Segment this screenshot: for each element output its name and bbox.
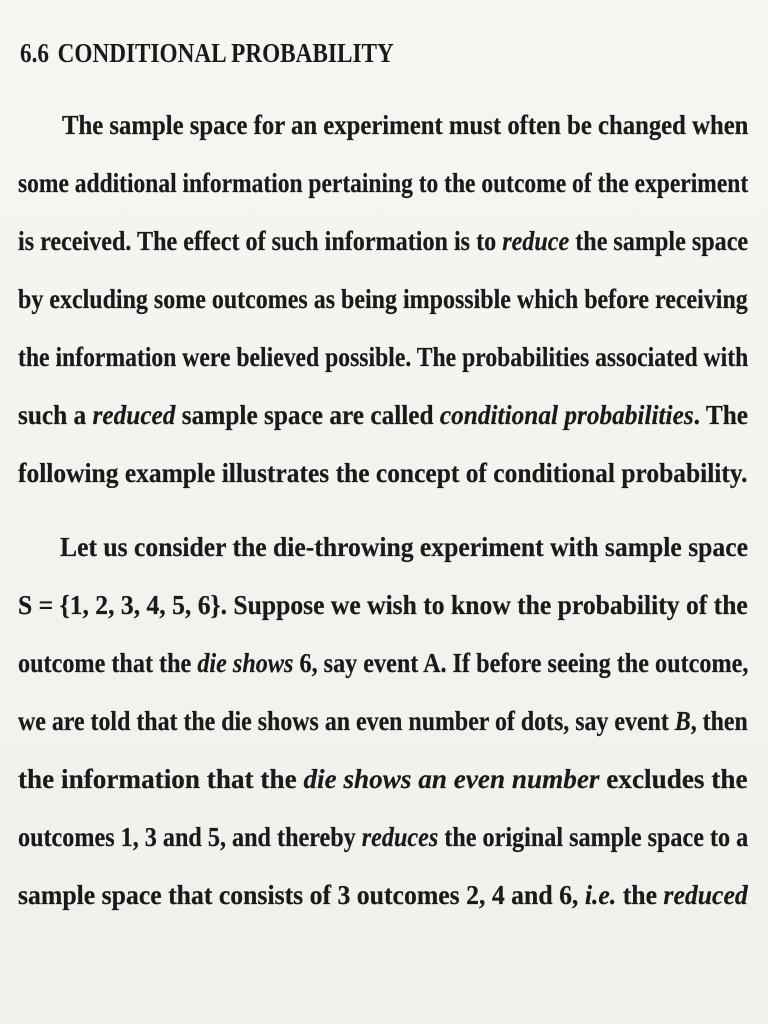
text-line (18, 284, 748, 314)
text-line (62, 110, 748, 140)
text-run: following example illustrates the concept of conditional probability. (18, 458, 748, 488)
text-line (18, 168, 748, 198)
text-run: outcomes 1, 3 and 5, and thereby (18, 822, 362, 852)
text-run: sample space that consists of 3 outcomes 2, 4 and 6, (18, 880, 585, 910)
italic-text: reduced (663, 880, 748, 910)
italic-text: i.e. (584, 880, 617, 910)
text-run: the information that the (18, 764, 304, 794)
text-run: such a (18, 400, 93, 430)
text-run: the sample space (569, 226, 749, 256)
text-run: outcome that the (18, 648, 198, 678)
section-heading (20, 38, 394, 69)
italic-text: die shows (197, 648, 294, 678)
text-run: by excluding some outcomes as being impossible which before receiving (18, 284, 748, 314)
text-line (18, 458, 748, 488)
text-line (18, 342, 748, 372)
text-run: the information were believed possible. The probabilities associated with (18, 342, 749, 372)
text-run: the original sample space to a (438, 822, 749, 852)
italic-text: conditional probabilities (439, 400, 694, 430)
text-run: , then (690, 706, 748, 736)
text-run: The sample space for an experiment must often be changed when (62, 110, 749, 140)
text-line (60, 532, 748, 562)
text-run: 6, say event A. If before seeing the outcome, (293, 648, 749, 678)
italic-text: reduced (92, 400, 176, 430)
text-line (18, 648, 748, 678)
text-run: sample space are called (175, 400, 440, 430)
italic-text: die shows an even number (303, 764, 600, 794)
text-line (18, 880, 748, 910)
text-run: . The (693, 400, 749, 430)
text-run: excludes the (599, 764, 748, 794)
italic-text: reduce (502, 226, 570, 256)
text-run: we are told that the die shows an even number of dots, say event (18, 706, 675, 736)
text-line (18, 400, 748, 430)
text-line (18, 226, 748, 256)
text-line (18, 822, 748, 852)
text-line (18, 590, 748, 620)
text-run: is received. The effect of such information is to (18, 226, 503, 256)
text-run: some additional information pertaining to the outcome of the experiment (18, 168, 749, 198)
section-number: 6.6 (20, 38, 50, 68)
section-title: CONDITIONAL PROBABILITY (57, 38, 394, 68)
text-run: the (616, 880, 664, 910)
italic-text: reduces (361, 822, 439, 852)
text-line (18, 706, 748, 736)
text-run: S = {1, 2, 3, 4, 5, 6}. Suppose we wish to know the probability of the (18, 590, 748, 620)
italic-text: B (674, 706, 691, 736)
text-run: Let us consider the die-throwing experiment with sample space (60, 532, 748, 562)
text-line (18, 764, 748, 794)
